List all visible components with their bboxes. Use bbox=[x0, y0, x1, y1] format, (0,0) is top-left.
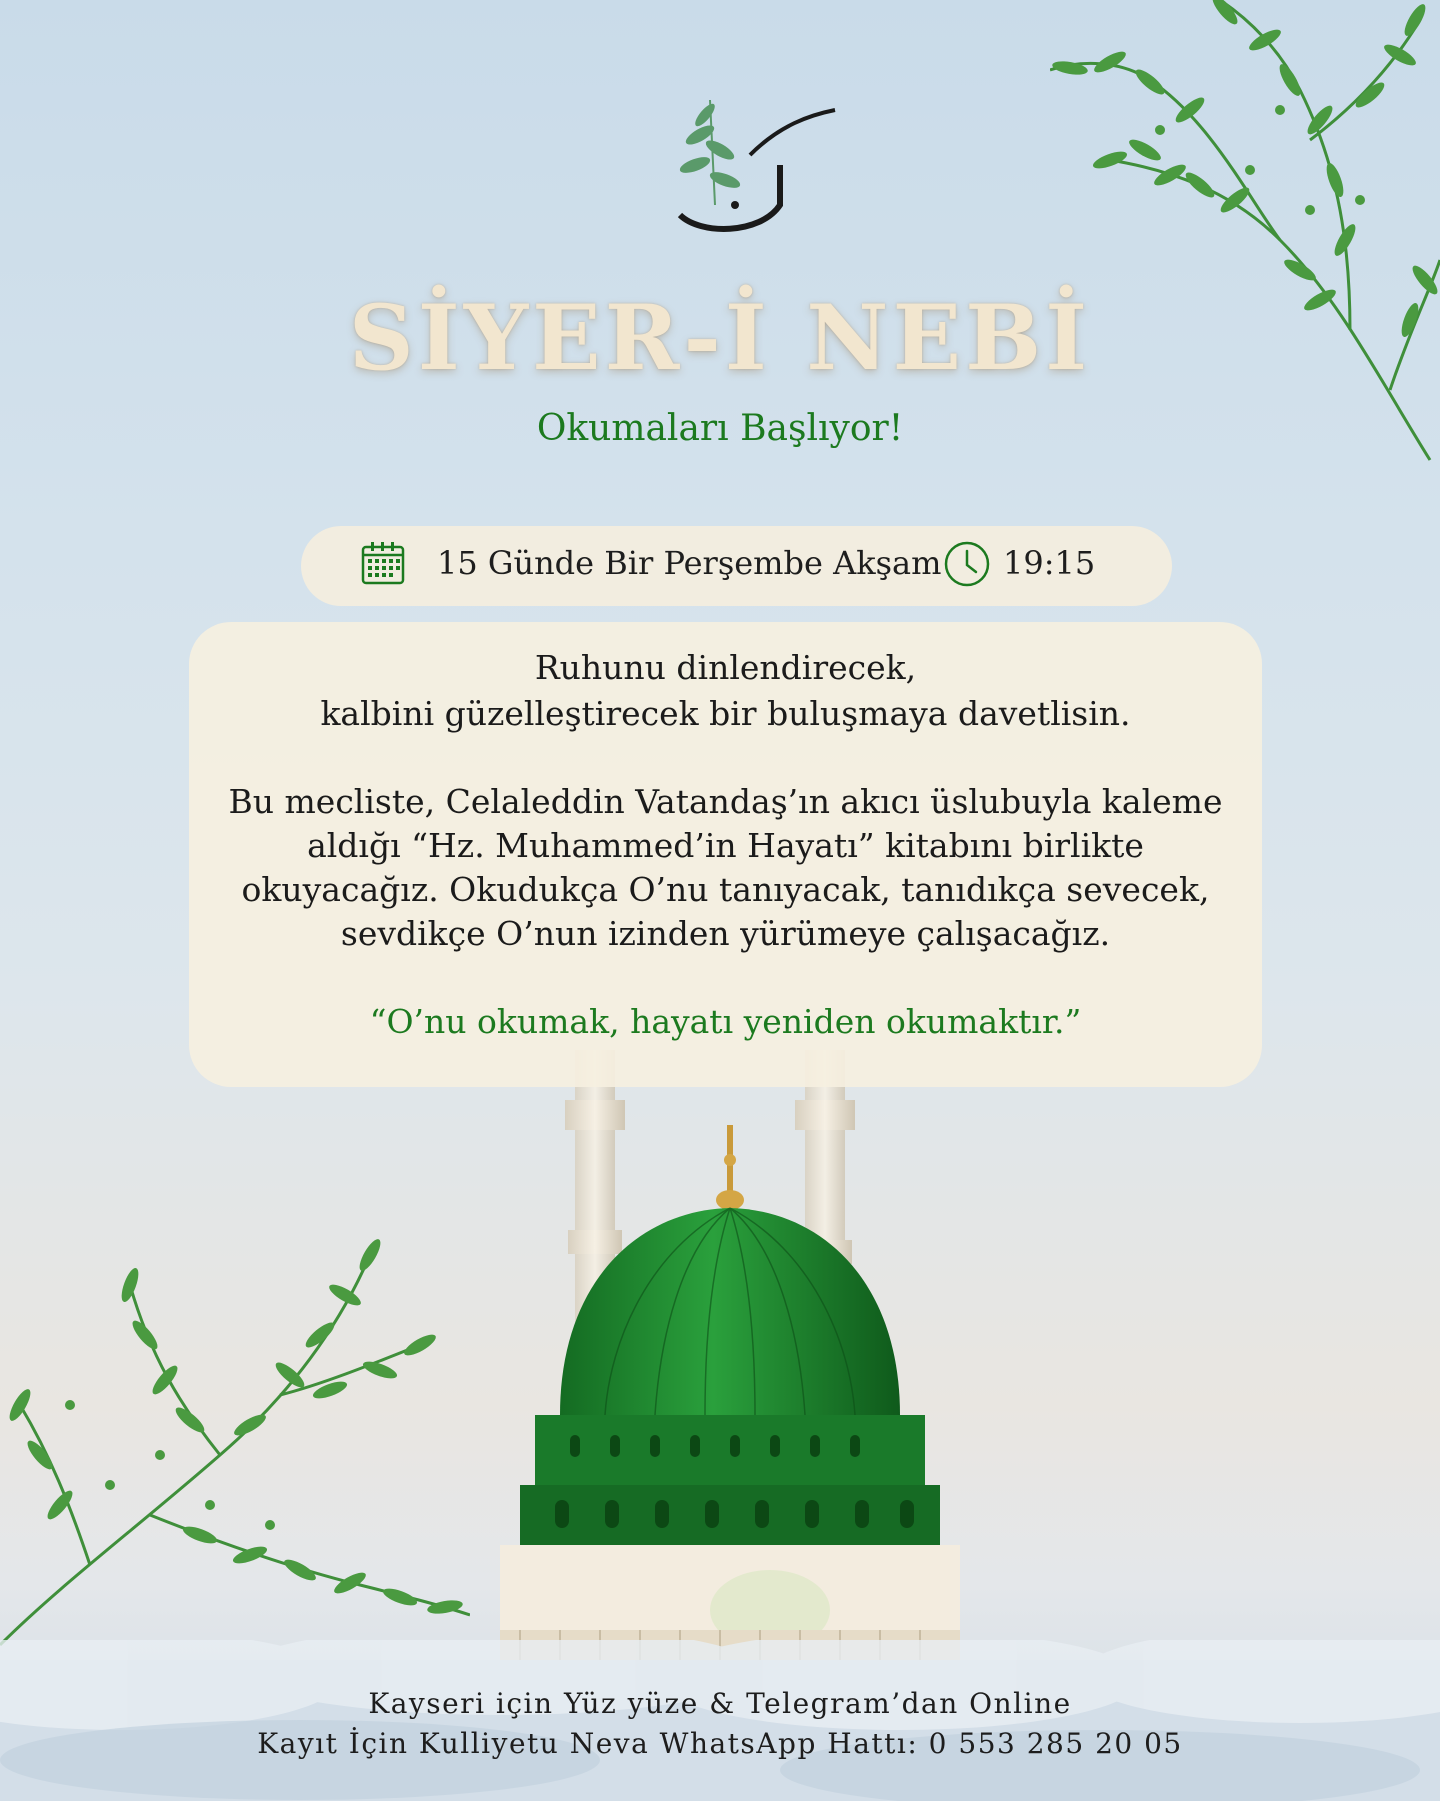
clouds-band bbox=[0, 1640, 1440, 1801]
card-line-6: sevdikçe O’nun izinden yürümeye çalışacağız. bbox=[340, 914, 1111, 953]
card-line-5: okuyacağız. Okudukça O’nu tanıyacak, tanıdıkça sevecek, bbox=[241, 870, 1210, 909]
olive-branch-top-right bbox=[1050, 0, 1440, 470]
card-line-1: Ruhunu dinlendirecek, bbox=[534, 648, 917, 687]
card-quote: “O’nu okumak, hayatı yeniden okumaktır.” bbox=[369, 1002, 1082, 1041]
page-subtitle: Okumaları Başlıyor! bbox=[536, 408, 904, 449]
footer-line-2: Kayıt İçin Kulliyetu Neva WhatsApp Hattı: 0 553 285 20 05 bbox=[257, 1727, 1183, 1760]
schedule-day: 15 Günde Bir Perşembe Akşam bbox=[437, 544, 942, 582]
card-line-3: Bu mecliste, Celaleddin Vatandaş’ın akıcı üslubuyla kaleme bbox=[228, 782, 1223, 821]
olive-branch-bottom-left bbox=[0, 1205, 470, 1655]
card-line-2: kalbini güzelleştirecek bir buluşmaya davetlisin. bbox=[320, 694, 1131, 733]
card-line-4: aldığı “Hz. Muhammed’in Hayatı” kitabını birlikte bbox=[307, 826, 1144, 865]
clock-icon bbox=[943, 540, 991, 588]
kulliyetu-neva-logo bbox=[660, 95, 860, 245]
page-title: SİYER-İ NEBİ bbox=[348, 285, 1092, 391]
schedule-time: 19:15 bbox=[1003, 544, 1096, 582]
calendar-icon bbox=[360, 540, 406, 586]
green-dome-mosque-illustration bbox=[480, 1050, 980, 1660]
footer-line-1: Kayseri için Yüz yüze & Telegram’dan Online bbox=[368, 1687, 1072, 1720]
